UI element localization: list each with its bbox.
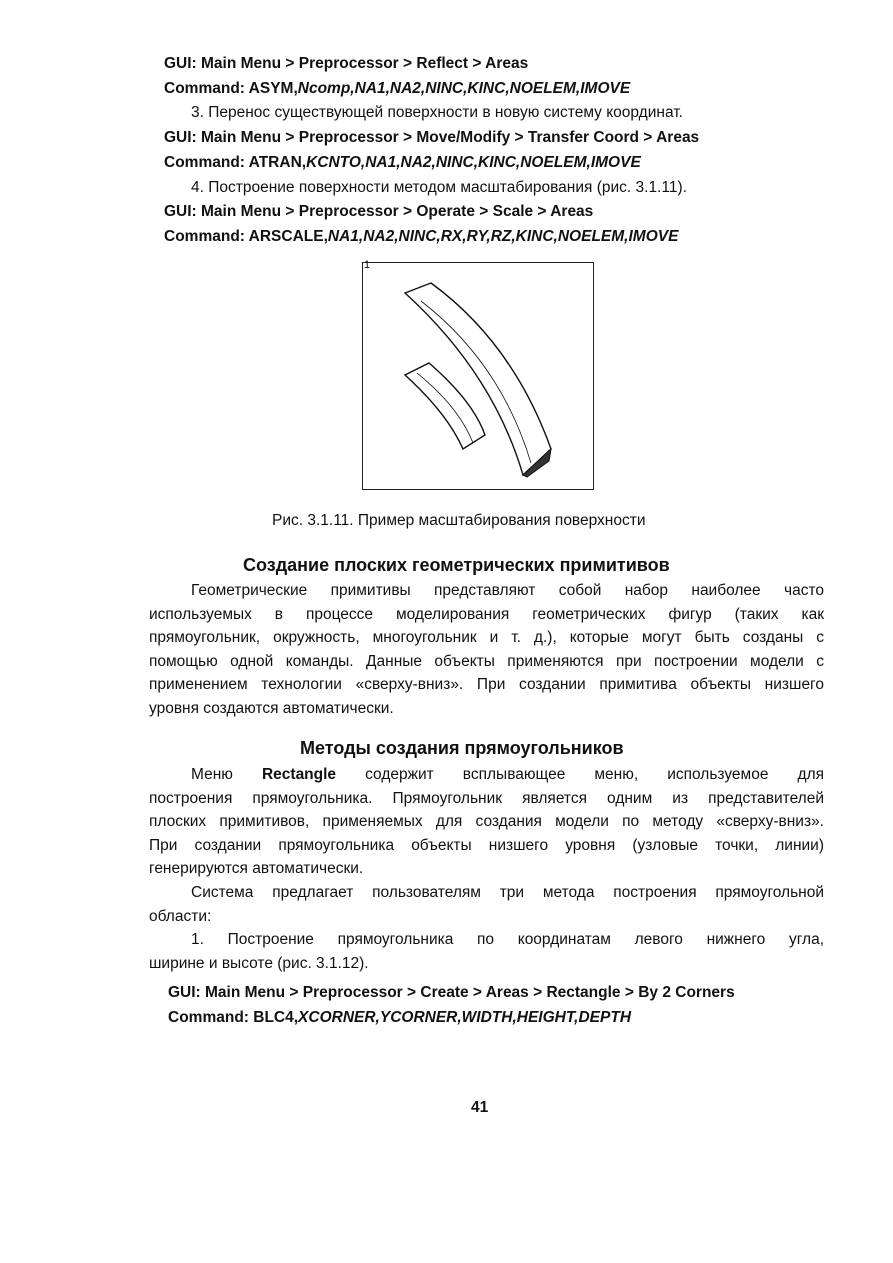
scaled-surfaces-drawing — [363, 263, 595, 491]
paragraph-rectangle-menu — [149, 763, 824, 975]
figure-corner-label: 1 — [364, 259, 371, 271]
list-item-3: 3. Перенос существующей поверхности в новую систему координат. — [191, 104, 683, 121]
paragraph-line: При создании прямоугольника объекты низшего уровня (узловые точки, линии) — [149, 836, 824, 854]
large-surface-shape — [405, 283, 551, 475]
paragraph-line: помощью одной команды. Данные объекты применяются при построении модели с — [149, 652, 824, 670]
command-blc4 — [168, 1008, 631, 1028]
paragraph-line: плоских примитивов, применяемых для создания модели по методу «сверху-вниз». — [149, 813, 824, 831]
paragraph-line: прямоугольник, окружность, многоугольник и т. д.), которые могут быть созданы с — [149, 629, 824, 647]
section-heading-rectangles: Методы создания прямоугольников — [300, 738, 624, 758]
keyword-rectangle: Rectangle — [261, 766, 337, 783]
command-name: Command: BLC4, — [168, 1009, 299, 1026]
section-heading-primitives: Создание плоских геометрических примитивов — [243, 555, 670, 575]
small-surface-shape — [405, 363, 485, 449]
paragraph-primitives — [149, 579, 824, 721]
paragraph-line: построения прямоугольника. Прямоугольник является одним из представителей — [149, 789, 824, 807]
paragraph-line: Геометрические примитивы представляют собой набор наиболее часто — [191, 582, 824, 599]
paragraph-line: применением технологии «сверху-вниз». При создании примитива объекты низшего — [149, 676, 824, 694]
command-args: XCORNER,YCORNER,WIDTH,HEIGHT,DEPTH — [298, 1009, 632, 1026]
gui-path-transfer-coord: GUI: Main Menu > Preprocessor > Move/Modify > Transfer Coord > Areas — [164, 129, 700, 146]
paragraph-line — [149, 763, 824, 787]
large-surface-shaded-end — [523, 449, 551, 477]
gui-path-reflect: GUI: Main Menu > Preprocessor > Reflect > Areas — [164, 55, 529, 72]
figure-caption: Рис. 3.1.11. Пример масштабирования поверхности — [272, 512, 646, 529]
paragraph-line: используемых в процессе моделирования геометрических фигур (таких как — [149, 605, 824, 623]
command-args: NA1,NA2,NINC,RX,RY,RZ,KINC,NOELEM,IMOVE — [327, 228, 679, 245]
paragraph-line: области: — [149, 907, 212, 925]
command-name: Command: ATRAN, — [164, 154, 307, 171]
command-atran — [164, 153, 641, 173]
text-post: содержит всплывающее меню, используемое для — [336, 766, 825, 783]
text-pre: Меню — [191, 766, 262, 783]
gui-path-rectangle: GUI: Main Menu > Preprocessor > Create > Areas > Rectangle > By 2 Corners — [168, 984, 735, 1001]
gui-path-scale: GUI: Main Menu > Preprocessor > Operate > Scale > Areas — [164, 203, 594, 220]
page-number: 41 — [471, 1099, 489, 1116]
command-args: Ncomp,NA1,NA2,NINC,KINC,NOELEM,IMOVE — [297, 80, 631, 97]
command-arscale — [164, 227, 678, 247]
list-item-1-line: 1. Построение прямоугольника по координатам левого нижнего угла, — [191, 931, 824, 949]
paragraph-line: генерируются автоматически. — [149, 860, 364, 878]
command-args: KCNTO,NA1,NA2,NINC,KINC,NOELEM,IMOVE — [306, 154, 641, 171]
paragraph-line: Система предлагает пользователям три метода построения прямоугольной — [191, 883, 824, 901]
list-item-1-line: ширине и высоте (рис. 3.1.12). — [149, 954, 369, 972]
command-name: Command: ARSCALE, — [164, 228, 328, 245]
small-surface-edge — [417, 373, 473, 443]
paragraph-line: уровня создаются автоматически. — [149, 699, 394, 717]
command-name: Command: ASYM, — [164, 80, 298, 97]
figure-scaling-example — [362, 259, 594, 490]
list-item-4: 4. Построение поверхности методом масштабирования (рис. 3.1.11). — [191, 179, 687, 196]
command-asym — [164, 79, 630, 99]
